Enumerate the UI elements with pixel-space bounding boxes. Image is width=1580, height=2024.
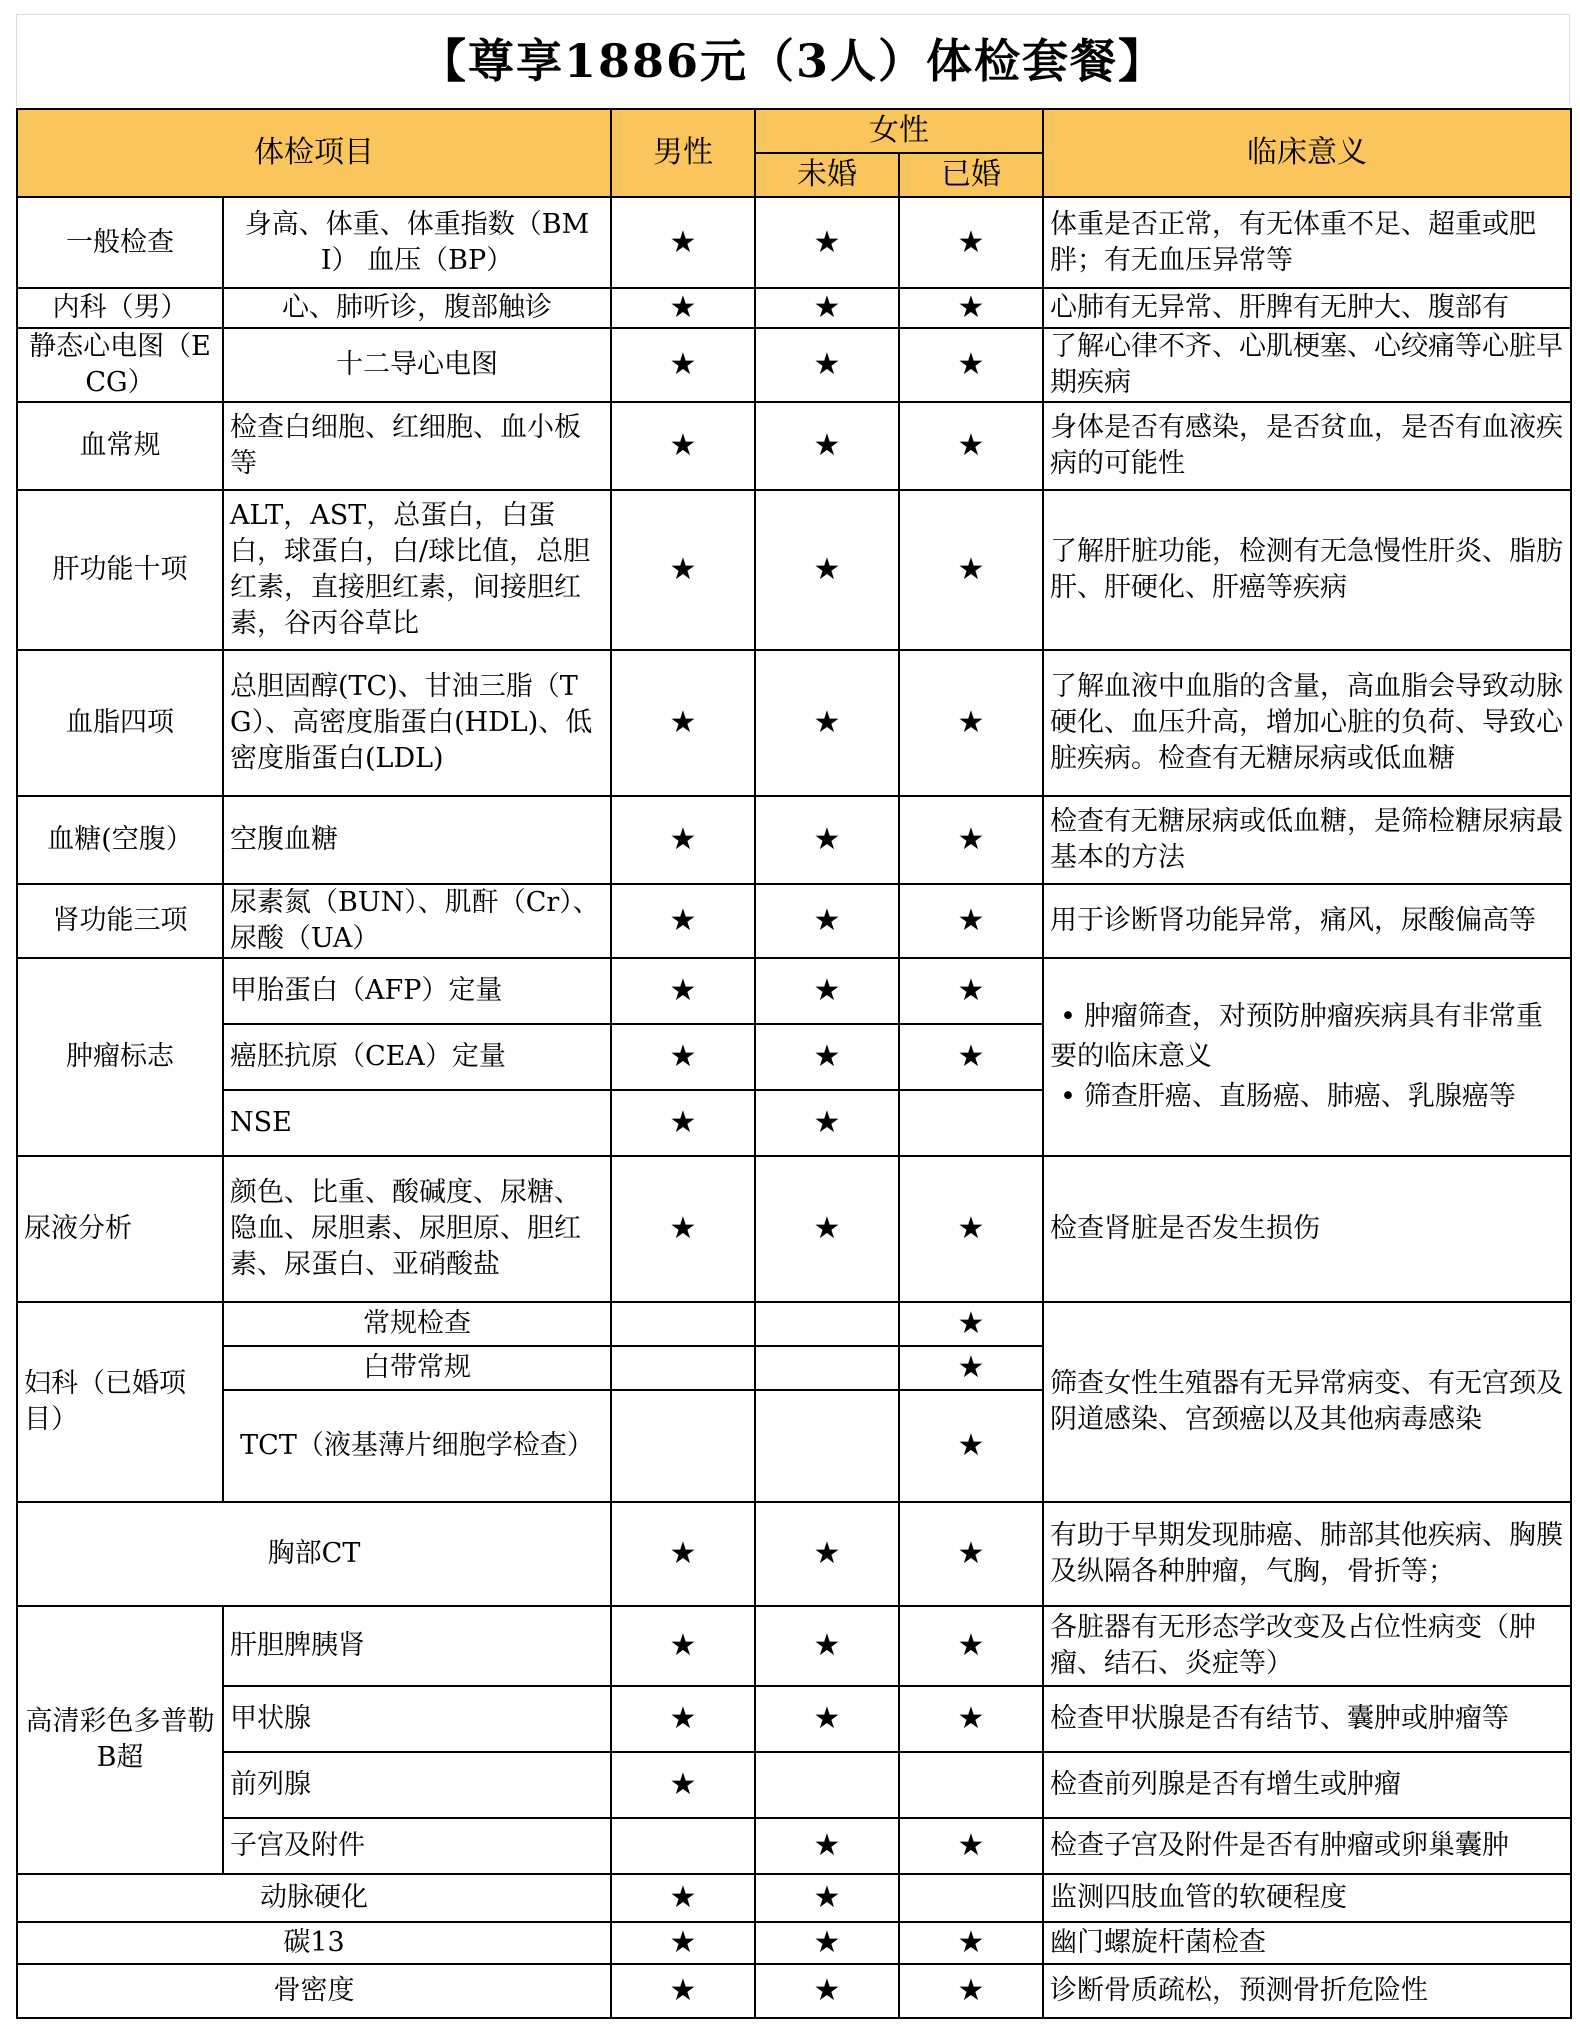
star-icon: ★ — [899, 490, 1043, 650]
item-cell: 甲状腺 — [223, 1686, 611, 1752]
star-icon: ★ — [899, 958, 1043, 1024]
star-icon: ★ — [899, 1302, 1043, 1346]
meaning-cell: 幽门螺旋杆菌检查 — [1043, 1922, 1571, 1964]
empty-cell — [755, 1302, 899, 1346]
meaning-cell: 用于诊断肾功能异常，痛风，尿酸偏高等 — [1043, 884, 1571, 958]
table-row — [17, 1964, 1571, 2018]
star-icon: ★ — [755, 1874, 899, 1922]
meaning-cell: 有助于早期发现肺癌、肺部其他疾病、胸膜及纵隔各种肿瘤，气胸，骨折等； — [1043, 1502, 1571, 1606]
star-icon: ★ — [899, 650, 1043, 796]
item-cell: 颜色、比重、酸碱度、尿糖、隐血、尿胆素、尿胆原、胆红素、尿蛋白、亚硝酸盐 — [223, 1156, 611, 1302]
meaning-cell: 各脏器有无形态学改变及占位性病变（肿瘤、结石、炎症等） — [1043, 1606, 1571, 1686]
table-row — [17, 1502, 1571, 1606]
meaning-cell: 了解肝脏功能，检测有无急慢性肝炎、脂肪肝、肝硬化、肝癌等疾病 — [1043, 490, 1571, 650]
item-cell: 十二导心电图 — [223, 328, 611, 402]
item-cell: 心、肺听诊，腹部触诊 — [223, 288, 611, 328]
empty-cell — [899, 1752, 1043, 1818]
star-icon: ★ — [611, 1752, 755, 1818]
table-row — [17, 1874, 1571, 1922]
star-icon: ★ — [611, 1502, 755, 1606]
empty-cell — [611, 1390, 755, 1502]
meaning-cell: 筛查女性生殖器有无异常病变、有无宫颈及阴道感染、宫颈癌以及其他病毒感染 — [1043, 1302, 1571, 1502]
star-icon: ★ — [899, 1964, 1043, 2018]
star-icon: ★ — [611, 884, 755, 958]
star-icon: ★ — [755, 328, 899, 402]
star-icon: ★ — [899, 1502, 1043, 1606]
star-icon: ★ — [755, 1502, 899, 1606]
meaning-cell: 心肺有无异常、肝脾有无肿大、腹部有 — [1043, 288, 1571, 328]
header-item: 体检项目 — [17, 109, 611, 197]
star-icon: ★ — [611, 1686, 755, 1752]
item-cell: TCT（液基薄片细胞学检查） — [223, 1390, 611, 1502]
star-icon: ★ — [611, 288, 755, 328]
meaning-cell: 检查前列腺是否有增生或肿瘤 — [1043, 1752, 1571, 1818]
item-cell: 胸部CT — [17, 1502, 611, 1606]
header-female: 女性 — [755, 109, 1043, 153]
item-cell: 总胆固醇(TC)、甘油三脂（TG）、高密度脂蛋白(HDL)、低密度脂蛋白(LDL) — [223, 650, 611, 796]
star-icon: ★ — [611, 197, 755, 288]
meaning-cell: 检查甲状腺是否有结节、囊肿或肿瘤等 — [1043, 1686, 1571, 1752]
table-row — [17, 958, 1571, 1024]
star-icon: ★ — [611, 796, 755, 884]
star-icon: ★ — [899, 1818, 1043, 1874]
category-cell: 内科（男） — [17, 288, 223, 328]
star-icon: ★ — [899, 197, 1043, 288]
meaning-cell: 体重是否正常，有无体重不足、超重或肥胖；有无血压异常等 — [1043, 197, 1571, 288]
star-icon: ★ — [899, 1922, 1043, 1964]
meaning-cell: 检查子宫及附件是否有肿瘤或卵巢囊肿 — [1043, 1818, 1571, 1874]
item-cell: ALT，AST，总蛋白，白蛋白，球蛋白，白/球比值，总胆红素，直接胆红素，间接胆红素，谷丙谷草比 — [223, 490, 611, 650]
table-row — [17, 490, 1571, 650]
item-cell: 甲胎蛋白（AFP）定量 — [223, 958, 611, 1024]
star-icon: ★ — [755, 1686, 899, 1752]
star-icon: ★ — [611, 1964, 755, 2018]
table-row — [17, 650, 1571, 796]
star-icon: ★ — [899, 402, 1043, 490]
empty-cell — [611, 1302, 755, 1346]
star-icon: ★ — [755, 1156, 899, 1302]
star-icon: ★ — [755, 1818, 899, 1874]
category-cell: 肝功能十项 — [17, 490, 223, 650]
table-row — [17, 402, 1571, 490]
meaning-cell: 检查肾脏是否发生损伤 — [1043, 1156, 1571, 1302]
star-icon: ★ — [755, 796, 899, 884]
star-icon: ★ — [899, 884, 1043, 958]
item-cell: 尿素氮（BUN）、肌酐（Cr）、尿酸（UA） — [223, 884, 611, 958]
meaning-cell: 了解血液中血脂的含量，高血脂会导致动脉硬化、血压升高，增加心脏的负荷、导致心脏疾病。检查有无糖尿病或低血糖 — [1043, 650, 1571, 796]
star-icon: ★ — [755, 197, 899, 288]
table-row — [17, 796, 1571, 884]
star-icon: ★ — [899, 328, 1043, 402]
star-icon: ★ — [611, 490, 755, 650]
star-icon: ★ — [755, 1090, 899, 1156]
item-cell: 常规检查 — [223, 1302, 611, 1346]
empty-cell — [611, 1346, 755, 1390]
empty-cell — [899, 1874, 1043, 1922]
table-row — [17, 328, 1571, 402]
item-cell: 动脉硬化 — [17, 1874, 611, 1922]
meaning-cell: 检查有无糖尿病或低血糖，是筛检糖尿病最基本的方法 — [1043, 796, 1571, 884]
item-cell: 检查白细胞、红细胞、血小板等 — [223, 402, 611, 490]
meaning-bullet: • 肿瘤筛查，对预防肿瘤疾病具有非常重要的临床意义 — [1050, 997, 1564, 1077]
item-cell: 碳13 — [17, 1922, 611, 1964]
empty-cell — [755, 1346, 899, 1390]
table-row — [17, 1752, 1571, 1818]
star-icon: ★ — [611, 328, 755, 402]
star-icon: ★ — [899, 1024, 1043, 1090]
table-row — [17, 884, 1571, 958]
item-cell: 白带常规 — [223, 1346, 611, 1390]
meaning-bullet: • 筛查肝癌、直肠癌、肺癌、乳腺癌等 — [1050, 1077, 1564, 1117]
category-cell: 静态心电图（ECG） — [17, 328, 223, 402]
star-icon: ★ — [899, 1686, 1043, 1752]
star-icon: ★ — [611, 402, 755, 490]
star-icon: ★ — [611, 958, 755, 1024]
header-meaning: 临床意义 — [1043, 109, 1571, 197]
table-row — [17, 1606, 1571, 1686]
meaning-cell: 了解心律不齐、心肌梗塞、心绞痛等心脏早期疾病 — [1043, 328, 1571, 402]
empty-cell — [899, 1090, 1043, 1156]
star-icon: ★ — [611, 1606, 755, 1686]
star-icon: ★ — [755, 288, 899, 328]
table-row — [17, 1922, 1571, 1964]
star-icon: ★ — [899, 288, 1043, 328]
star-icon: ★ — [755, 958, 899, 1024]
star-icon: ★ — [755, 1606, 899, 1686]
item-cell: 前列腺 — [223, 1752, 611, 1818]
page-title: 【尊享1886元（3人）体检套餐】 — [16, 14, 1570, 106]
item-cell: 癌胚抗原（CEA）定量 — [223, 1024, 611, 1090]
checkup-table — [16, 108, 1572, 2019]
star-icon: ★ — [611, 650, 755, 796]
star-icon: ★ — [899, 1390, 1043, 1502]
empty-cell — [755, 1390, 899, 1502]
star-icon: ★ — [611, 1922, 755, 1964]
category-cell: 尿液分析 — [17, 1156, 223, 1302]
star-icon: ★ — [899, 1346, 1043, 1390]
meaning-cell: 监测四肢血管的软硬程度 — [1043, 1874, 1571, 1922]
empty-cell — [755, 1752, 899, 1818]
item-cell: 肝胆脾胰肾 — [223, 1606, 611, 1686]
item-cell: 空腹血糖 — [223, 796, 611, 884]
category-cell: 高清彩色多普勒B超 — [17, 1606, 223, 1874]
star-icon: ★ — [755, 1964, 899, 2018]
star-icon: ★ — [755, 650, 899, 796]
star-icon: ★ — [755, 1024, 899, 1090]
star-icon: ★ — [899, 1606, 1043, 1686]
category-cell: 血常规 — [17, 402, 223, 490]
table-row — [17, 1156, 1571, 1302]
table-row — [17, 197, 1571, 288]
star-icon: ★ — [611, 1874, 755, 1922]
item-cell: 身高、体重、体重指数（BMI） 血压（BP） — [223, 197, 611, 288]
header-unmarried: 未婚 — [755, 153, 899, 197]
category-cell: 妇科（已婚项目） — [17, 1302, 223, 1502]
item-cell: 子宫及附件 — [223, 1818, 611, 1874]
star-icon: ★ — [611, 1024, 755, 1090]
meaning-cell — [1043, 958, 1571, 1156]
star-icon: ★ — [755, 402, 899, 490]
star-icon: ★ — [755, 490, 899, 650]
category-cell: 肿瘤标志 — [17, 958, 223, 1156]
star-icon: ★ — [611, 1090, 755, 1156]
meaning-cell: 诊断骨质疏松，预测骨折危险性 — [1043, 1964, 1571, 2018]
category-cell: 一般检查 — [17, 197, 223, 288]
meaning-cell: 身体是否有感染，是否贫血，是否有血液疾病的可能性 — [1043, 402, 1571, 490]
category-cell: 血脂四项 — [17, 650, 223, 796]
item-cell: NSE — [223, 1090, 611, 1156]
header-male: 男性 — [611, 109, 755, 197]
star-icon: ★ — [899, 1156, 1043, 1302]
star-icon: ★ — [755, 1922, 899, 1964]
table-row — [17, 288, 1571, 328]
category-cell: 肾功能三项 — [17, 884, 223, 958]
empty-cell — [611, 1818, 755, 1874]
table-row — [17, 1686, 1571, 1752]
table-row — [17, 1818, 1571, 1874]
item-cell: 骨密度 — [17, 1964, 611, 2018]
table-row — [17, 1302, 1571, 1346]
star-icon: ★ — [755, 884, 899, 958]
category-cell: 血糖(空腹） — [17, 796, 223, 884]
star-icon: ★ — [611, 1156, 755, 1302]
header-married: 已婚 — [899, 153, 1043, 197]
star-icon: ★ — [899, 796, 1043, 884]
